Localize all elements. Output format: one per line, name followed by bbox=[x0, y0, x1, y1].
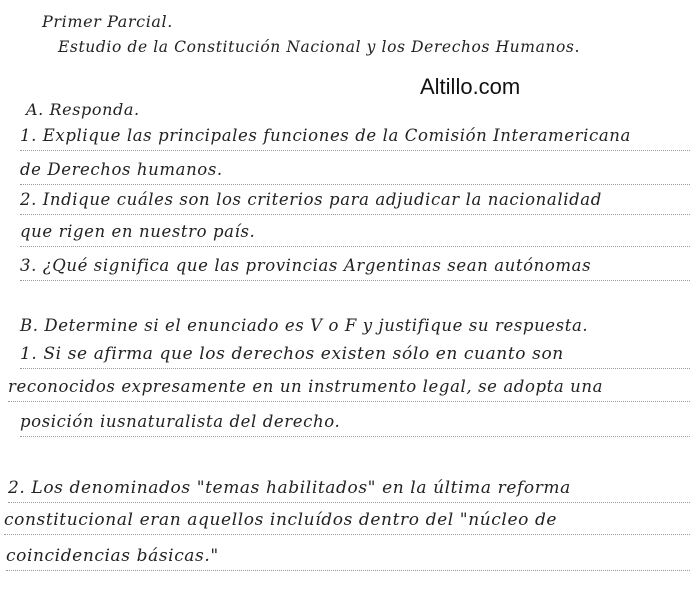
statement-b1-line2: reconocidos expresamente en un instrumento legal, se adopta una bbox=[8, 377, 604, 396]
rule-line bbox=[6, 570, 690, 571]
question-a1-line1: 1. Explique las principales funciones de la Comisión Interamericana bbox=[20, 126, 631, 145]
rule-line bbox=[8, 401, 690, 402]
section-b-heading: B. Determine si el enunciado es V o F y justifique su respuesta. bbox=[20, 316, 589, 335]
rule-line bbox=[20, 436, 690, 437]
question-a1-line2: de Derechos humanos. bbox=[20, 160, 223, 179]
statement-b1-line3: posición iusnaturalista del derecho. bbox=[20, 412, 341, 431]
rule-line bbox=[20, 214, 690, 215]
question-a3-line1: 3. ¿Qué significa que las provincias Argentinas sean autónomas bbox=[20, 256, 592, 275]
statement-b1-line1: 1. Si se afirma que los derechos existen sólo en cuanto son bbox=[20, 344, 564, 364]
rule-line bbox=[20, 368, 690, 369]
question-a2-line2: que rigen en nuestro país. bbox=[20, 222, 256, 241]
rule-line bbox=[20, 280, 690, 281]
rule-line bbox=[4, 534, 690, 535]
rule-line bbox=[20, 150, 690, 151]
statement-b2-line2: constitucional eran aquellos incluídos dentro del "núcleo de bbox=[4, 510, 558, 530]
rule-line bbox=[20, 184, 690, 185]
rule-line bbox=[8, 502, 690, 503]
section-a-heading: A. Responda. bbox=[26, 100, 140, 119]
exam-subtitle: Estudio de la Constitución Nacional y los Derechos Humanos. bbox=[58, 38, 580, 56]
exam-title: Primer Parcial. bbox=[42, 12, 173, 31]
watermark-logo: Altillo.com bbox=[420, 74, 521, 99]
rule-line bbox=[20, 246, 690, 247]
statement-b2-line3: coincidencias básicas." bbox=[6, 546, 219, 566]
statement-b2-line1: 2. Los denominados "temas habilitados" en la última reforma bbox=[8, 478, 571, 498]
question-a2-line1: 2. Indique cuáles son los criterios para adjudicar la nacionalidad bbox=[20, 190, 602, 209]
